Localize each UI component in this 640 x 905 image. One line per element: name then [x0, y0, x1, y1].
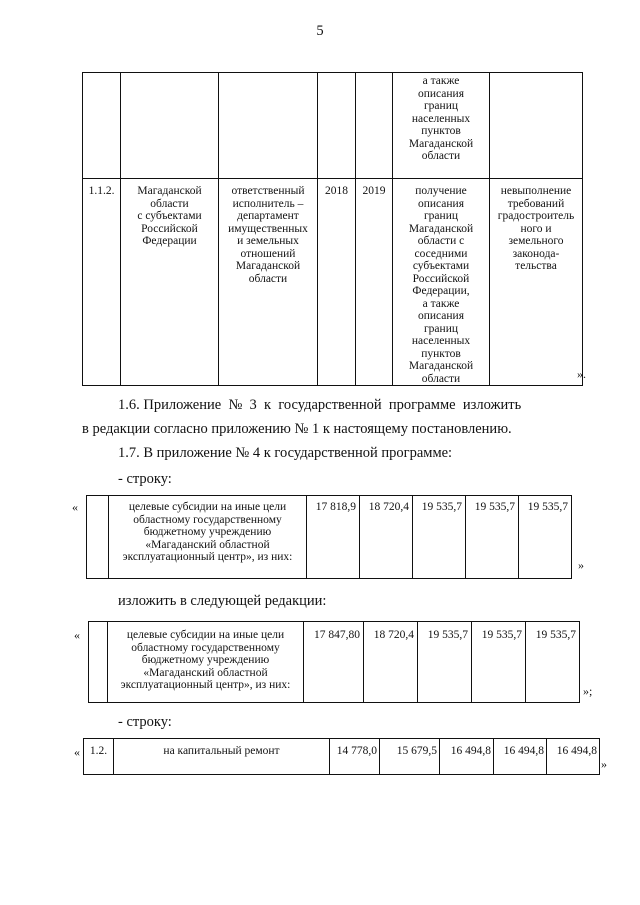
cell-value-3: 19 535,7: [413, 496, 466, 579]
cell-result: получение описания границ Магаданской области с соседними субъектами Российской Федерации, а также описания границ населенных пунктов Магаданской области: [393, 179, 490, 386]
cell-number: [87, 496, 109, 579]
cell-start-year: 2018: [318, 179, 356, 386]
closing-quote: »: [601, 757, 607, 771]
table-row-continued: [83, 73, 583, 179]
cell-executor: ответственный исполнитель – департамент имущественных и земельных отношений Магаданской области: [219, 179, 318, 386]
cell-value-1: 17 818,9: [307, 496, 360, 579]
cell-start-year: [318, 73, 356, 179]
closing-quote: »;: [583, 684, 593, 698]
capital-repair-table: [83, 738, 600, 775]
paragraph-1-7: 1.7. В приложение № 4 к государственной программе:: [118, 445, 453, 461]
table-row: [87, 496, 572, 579]
cell-label: на капитальный ремонт: [114, 739, 330, 775]
opening-quote: «: [74, 745, 80, 759]
opening-quote: «: [72, 500, 78, 514]
cell-number: 1.1.2.: [83, 179, 121, 386]
cell-executor: [219, 73, 318, 179]
cell-number: [83, 73, 121, 179]
cell-label: целевые субсидии на иные цели областному государственному бюджетному учреждению «Магаданский областной эксплуатационный центр», из них:: [108, 622, 304, 703]
program-table-fragment: [82, 72, 583, 386]
paragraph-1-6-line1: 1.6. Приложение № 3 к государственной программе изложить: [118, 397, 522, 413]
cell-value-5: 19 535,7: [526, 622, 580, 703]
paragraph-stroku: - строку:: [118, 471, 172, 487]
page-number: 5: [316, 23, 324, 39]
paragraph-stroku: - строку:: [118, 714, 172, 730]
paragraph-izlozhit: изложить в следующей редакции:: [118, 593, 327, 609]
closing-quote: »: [578, 558, 584, 572]
cell-value-3: 16 494,8: [440, 739, 494, 775]
paragraph-1-6-line2: в редакции согласно приложению № 1 к настоящему постановлению.: [82, 421, 512, 437]
cell-value-3: 19 535,7: [418, 622, 472, 703]
cell-name: Магаданской области с субъектами Российской Федерации: [121, 179, 219, 386]
cell-end-year: [356, 73, 393, 179]
cell-end-year: 2019: [356, 179, 393, 386]
cell-value-4: 16 494,8: [494, 739, 547, 775]
cell-name: [121, 73, 219, 179]
cell-value-2: 15 679,5: [380, 739, 440, 775]
cell-value-5: 16 494,8: [547, 739, 600, 775]
opening-quote: «: [74, 628, 80, 642]
cell-value-4: 19 535,7: [466, 496, 519, 579]
subsidy-table-new: [88, 621, 580, 703]
cell-value-2: 18 720,4: [364, 622, 418, 703]
cell-value-1: 17 847,80: [304, 622, 364, 703]
cell-value-2: 18 720,4: [360, 496, 413, 579]
cell-number: 1.2.: [84, 739, 114, 775]
cell-consequence: невыполнение требований градостроитель ного и земельного законода- тельства: [490, 179, 583, 386]
table-row: [89, 622, 580, 703]
closing-quote: ».: [577, 367, 586, 381]
cell-value-4: 19 535,7: [472, 622, 526, 703]
subsidy-table-old: [86, 495, 572, 579]
cell-consequence: [490, 73, 583, 179]
cell-value-5: 19 535,7: [519, 496, 572, 579]
table-row: [84, 739, 600, 775]
cell-number: [89, 622, 108, 703]
cell-result: а также описания границ населенных пунктов Магаданской области: [393, 73, 490, 179]
cell-value-1: 14 778,0: [330, 739, 380, 775]
table-row-1-1-2: [83, 179, 583, 386]
cell-label: целевые субсидии на иные цели областному государственному бюджетному учреждению «Магаданский областной эксплуатационный центр», из них:: [109, 496, 307, 579]
